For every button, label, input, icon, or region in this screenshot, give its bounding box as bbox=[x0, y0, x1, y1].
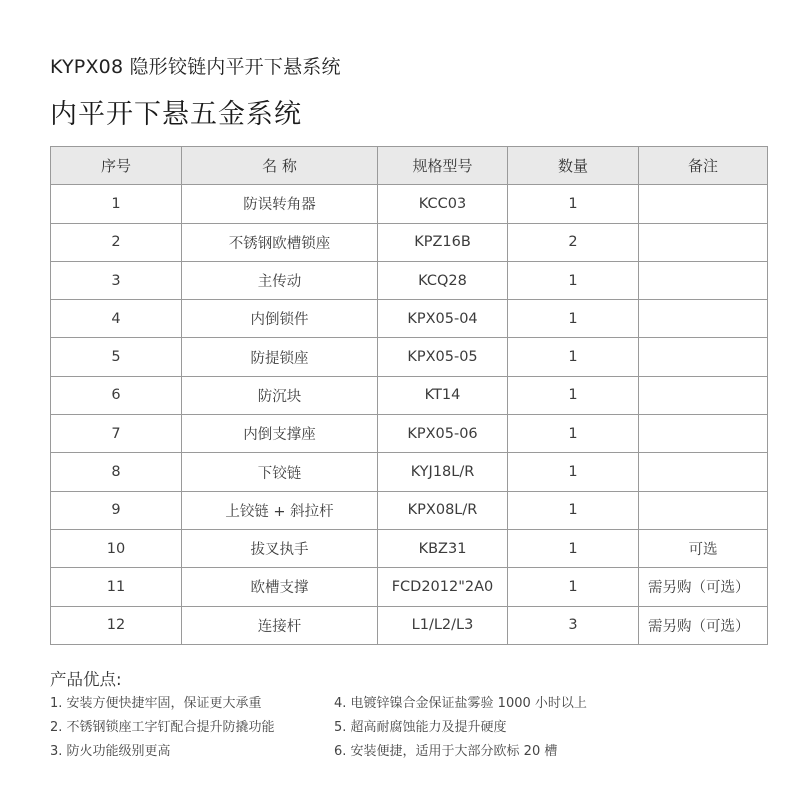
cell-no: 11 bbox=[51, 568, 182, 606]
cell-qty: 1 bbox=[508, 300, 639, 338]
cell-qty: 3 bbox=[508, 606, 639, 644]
feature-item: 5. 超高耐腐蚀能力及提升硬度 bbox=[334, 720, 507, 735]
cell-qty: 1 bbox=[508, 415, 639, 453]
cell-no: 2 bbox=[51, 223, 182, 261]
cell-remark bbox=[639, 453, 768, 491]
cell-name: 防提锁座 bbox=[182, 338, 378, 376]
cell-remark: 可选 bbox=[639, 529, 768, 567]
cell-name: 下铰链 bbox=[182, 453, 378, 491]
cell-model: KPX05-04 bbox=[378, 300, 508, 338]
table-body bbox=[51, 185, 768, 645]
features-list-left bbox=[50, 694, 275, 766]
cell-qty: 1 bbox=[508, 491, 639, 529]
column-header-model: 规格型号 bbox=[378, 147, 508, 185]
table-row bbox=[51, 491, 768, 529]
cell-name: 防沉块 bbox=[182, 376, 378, 414]
cell-name: 拔叉执手 bbox=[182, 529, 378, 567]
product-title: KYPX08 隐形铰链内平开下悬系统 bbox=[50, 56, 341, 78]
table-row bbox=[51, 185, 768, 223]
cell-model: KCC03 bbox=[378, 185, 508, 223]
cell-no: 5 bbox=[51, 338, 182, 376]
cell-remark bbox=[639, 376, 768, 414]
cell-remark bbox=[639, 491, 768, 529]
cell-model: L1/L2/L3 bbox=[378, 606, 508, 644]
feature-item: 1. 安装方便快捷牢固，保证更大承重 bbox=[50, 696, 262, 711]
cell-no: 4 bbox=[51, 300, 182, 338]
cell-name: 连接杆 bbox=[182, 606, 378, 644]
table-row bbox=[51, 415, 768, 453]
feature-item: 4. 电镀锌镍合金保证盐雾验 1000 小时以上 bbox=[334, 696, 587, 711]
cell-no: 7 bbox=[51, 415, 182, 453]
table-row bbox=[51, 261, 768, 299]
table-row bbox=[51, 223, 768, 261]
cell-model: KPX08L/R bbox=[378, 491, 508, 529]
table-row bbox=[51, 568, 768, 606]
table-row bbox=[51, 453, 768, 491]
cell-no: 10 bbox=[51, 529, 182, 567]
cell-qty: 1 bbox=[508, 568, 639, 606]
cell-name: 主传动 bbox=[182, 261, 378, 299]
cell-model: KYJ18L/R bbox=[378, 453, 508, 491]
cell-remark bbox=[639, 300, 768, 338]
cell-remark: 需另购（可选） bbox=[639, 606, 768, 644]
features-list-right bbox=[334, 694, 587, 766]
cell-qty: 1 bbox=[508, 261, 639, 299]
table-row bbox=[51, 606, 768, 644]
cell-remark: 需另购（可选） bbox=[639, 568, 768, 606]
cell-remark bbox=[639, 185, 768, 223]
table-row bbox=[51, 300, 768, 338]
column-header-remark: 备注 bbox=[639, 147, 768, 185]
table-row bbox=[51, 338, 768, 376]
features-title: 产品优点: bbox=[50, 670, 122, 689]
cell-remark bbox=[639, 338, 768, 376]
cell-qty: 1 bbox=[508, 376, 639, 414]
cell-no: 3 bbox=[51, 261, 182, 299]
feature-item: 6. 安装便捷，适用于大部分欧标 20 槽 bbox=[334, 744, 558, 759]
cell-no: 8 bbox=[51, 453, 182, 491]
cell-remark bbox=[639, 415, 768, 453]
cell-model: FCD2012"2A0 bbox=[378, 568, 508, 606]
cell-no: 6 bbox=[51, 376, 182, 414]
cell-name: 上铰链 + 斜拉杆 bbox=[182, 491, 378, 529]
cell-qty: 1 bbox=[508, 338, 639, 376]
cell-qty: 1 bbox=[508, 453, 639, 491]
cell-model: KBZ31 bbox=[378, 529, 508, 567]
cell-name: 欧槽支撑 bbox=[182, 568, 378, 606]
cell-remark bbox=[639, 261, 768, 299]
table-header-row bbox=[51, 147, 768, 185]
cell-remark bbox=[639, 223, 768, 261]
hardware-spec-table bbox=[50, 146, 768, 645]
feature-item: 3. 防火功能级别更高 bbox=[50, 744, 171, 759]
column-header-qty: 数量 bbox=[508, 147, 639, 185]
cell-model: KPX05-05 bbox=[378, 338, 508, 376]
cell-no: 12 bbox=[51, 606, 182, 644]
cell-name: 内倒支撑座 bbox=[182, 415, 378, 453]
section-title: 内平开下悬五金系统 bbox=[50, 99, 302, 130]
cell-model: KPZ16B bbox=[378, 223, 508, 261]
cell-no: 9 bbox=[51, 491, 182, 529]
cell-qty: 1 bbox=[508, 185, 639, 223]
feature-item: 2. 不锈钢锁座工字钉配合提升防撬功能 bbox=[50, 720, 275, 735]
cell-model: KPX05-06 bbox=[378, 415, 508, 453]
cell-model: KCQ28 bbox=[378, 261, 508, 299]
cell-qty: 1 bbox=[508, 529, 639, 567]
cell-no: 1 bbox=[51, 185, 182, 223]
cell-name: 不锈钢欧槽锁座 bbox=[182, 223, 378, 261]
cell-name: 内倒锁件 bbox=[182, 300, 378, 338]
table-row bbox=[51, 376, 768, 414]
column-header-name: 名 称 bbox=[182, 147, 378, 185]
table-row bbox=[51, 529, 768, 567]
column-header-no: 序号 bbox=[51, 147, 182, 185]
cell-name: 防误转角器 bbox=[182, 185, 378, 223]
cell-model: KT14 bbox=[378, 376, 508, 414]
cell-qty: 2 bbox=[508, 223, 639, 261]
